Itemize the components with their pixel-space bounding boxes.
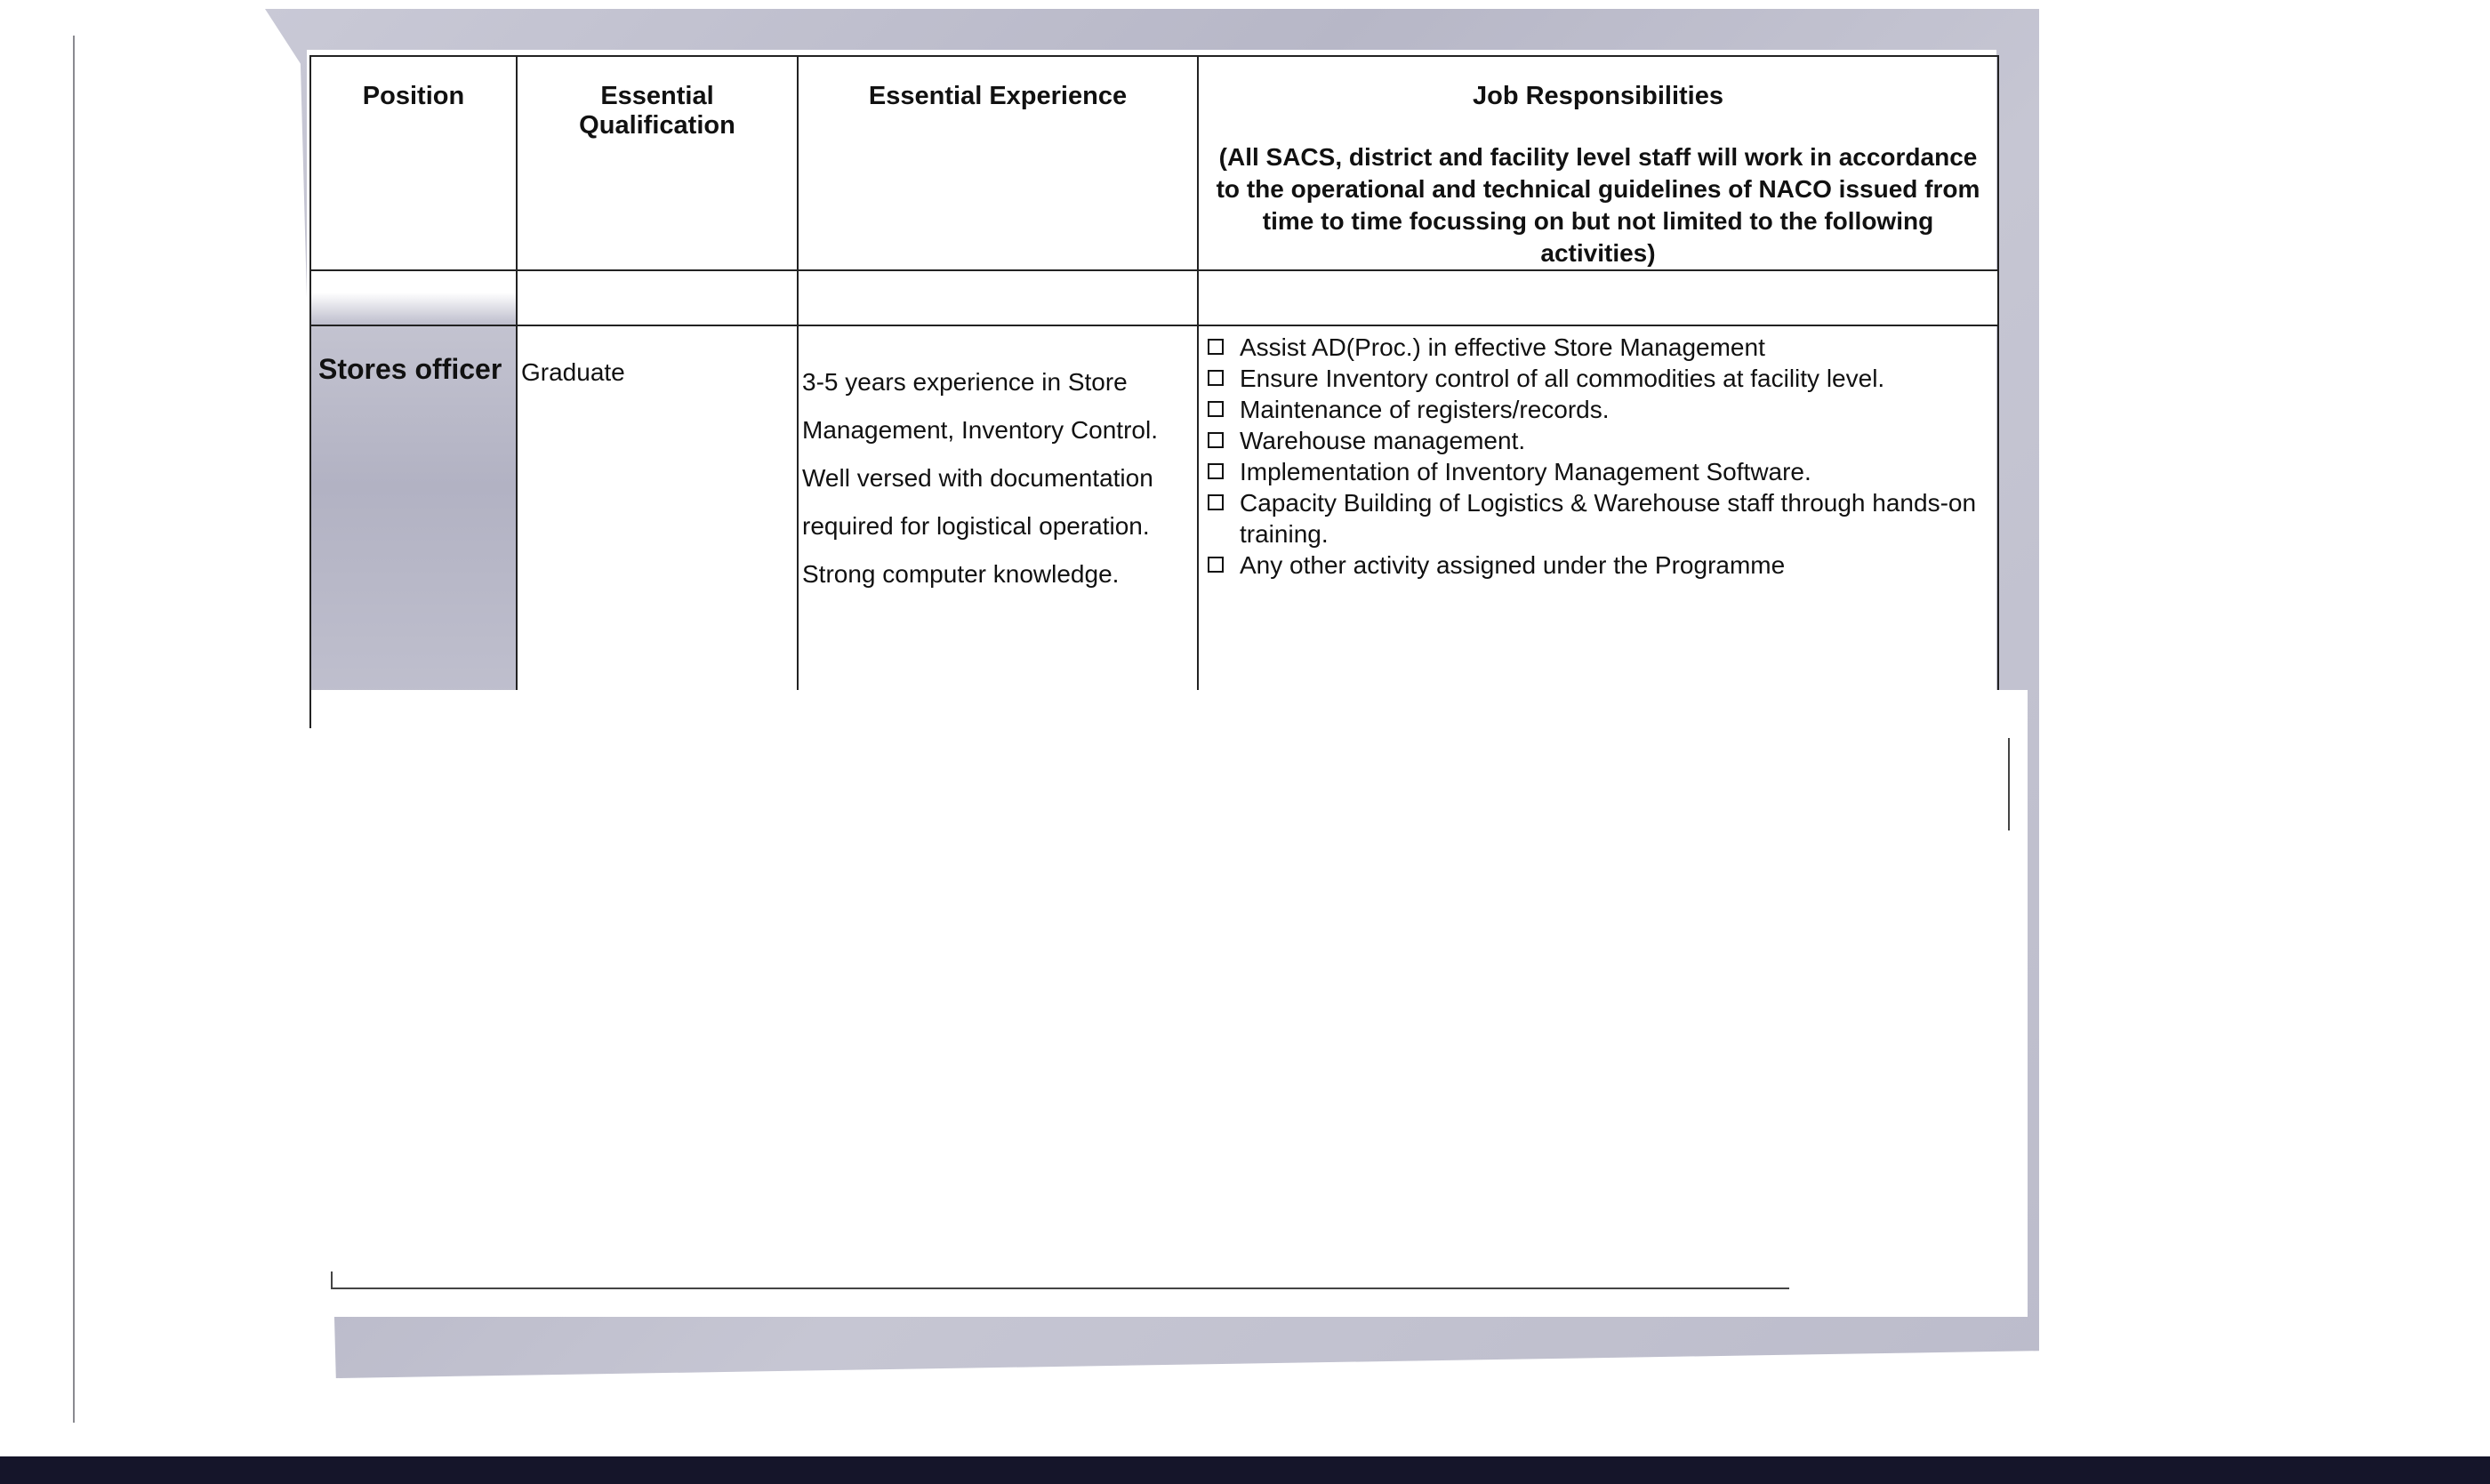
checkbox-bullet-icon (1208, 370, 1224, 386)
list-item: Maintenance of registers/records. (1206, 394, 1992, 425)
experience-line: 3-5 years experience in Store (802, 368, 1128, 396)
responsibilities-title: Job Responsibilities (1473, 82, 1723, 110)
job-description-table (309, 55, 1999, 728)
qualification-cell: Graduate (517, 325, 798, 727)
page-edge-line (73, 36, 75, 1423)
list-item: Any other activity assigned under the Programme (1206, 549, 1992, 581)
scan-bottom-edge (0, 1456, 2490, 1484)
checkbox-bullet-icon (1208, 557, 1224, 573)
checkbox-bullet-icon (1208, 339, 1224, 355)
experience-line: Strong computer knowledge. (802, 560, 1120, 588)
table-bottom-border (331, 1287, 1789, 1289)
experience-cell (798, 325, 1198, 727)
responsibilities-note: (All SACS, district and facility level staff will work in accordance to the operational and technical guidelines of NACO issued from time to time focussing on but not limited to the following activities) (1216, 143, 1980, 267)
experience-line: Well versed with documentation (802, 464, 1153, 492)
list-item: Implementation of Inventory Management Software. (1206, 456, 1992, 487)
header-responsibilities (1198, 56, 1998, 270)
checkbox-bullet-icon (1208, 401, 1224, 417)
table-border-fragment (331, 1271, 333, 1289)
position-cell: Stores officer (310, 325, 517, 727)
header-qualification: Essential Qualification (517, 56, 798, 270)
blank-lower-area (311, 690, 2028, 1317)
table-border-fragment (2008, 738, 2010, 830)
checkbox-bullet-icon (1208, 432, 1224, 448)
table-row (310, 325, 1998, 727)
list-item: Capacity Building of Logistics & Warehouse staff through hands-on training. (1206, 487, 1992, 549)
table-spacer-row (310, 270, 1998, 325)
list-item: Warehouse management. (1206, 425, 1992, 456)
responsibilities-list (1202, 332, 1992, 581)
experience-line: Management, Inventory Control. (802, 416, 1158, 444)
responsibilities-cell (1198, 325, 1998, 727)
header-experience: Essential Experience (798, 56, 1198, 270)
checkbox-bullet-icon (1208, 494, 1224, 510)
table-header-row (310, 56, 1998, 270)
experience-line: required for logistical operation. (802, 512, 1150, 540)
list-item: Ensure Inventory control of all commodities at facility level. (1206, 363, 1992, 394)
header-position: Position (310, 56, 517, 270)
list-item: Assist AD(Proc.) in effective Store Management (1206, 332, 1992, 363)
checkbox-bullet-icon (1208, 463, 1224, 479)
